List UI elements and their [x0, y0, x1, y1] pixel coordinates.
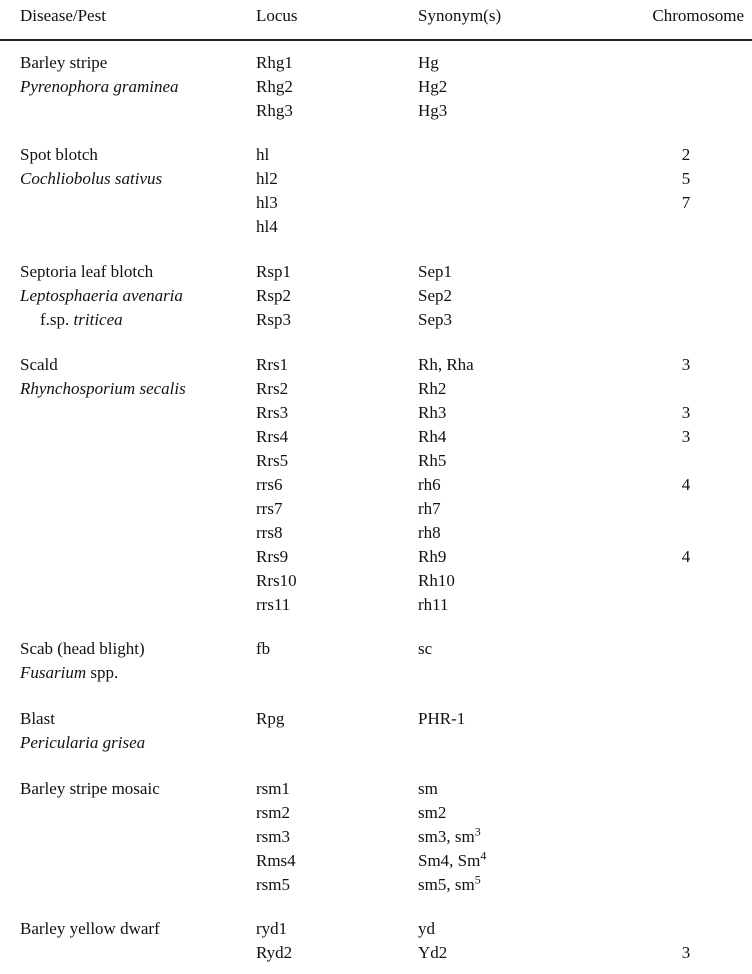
- chromosome-cell: 3: [681, 427, 691, 446]
- table-row: [0, 449, 752, 473]
- locus-cell: Rsp3: [256, 310, 291, 329]
- table-row: [0, 260, 752, 284]
- table-row: [0, 308, 752, 332]
- synonym-cell: sm2: [418, 803, 447, 822]
- disease-cell: Blast: [20, 709, 55, 728]
- synonym-cell: Rh4: [418, 427, 447, 446]
- locus-cell: Rhg1: [256, 53, 293, 72]
- locus-cell: Rhg3: [256, 101, 293, 120]
- table-row: [0, 569, 752, 593]
- table-row: [0, 707, 752, 731]
- chromosome-cell: 3: [681, 355, 691, 374]
- locus-cell: rrs7: [256, 499, 283, 518]
- synonym-cell: Rh, Rha: [418, 355, 474, 374]
- table-row: [0, 425, 752, 449]
- header-synonym: Synonym(s): [418, 6, 502, 25]
- locus-cell: rsm3: [256, 827, 290, 846]
- locus-cell: rrs6: [256, 475, 283, 494]
- synonym-cell: yd: [418, 919, 435, 938]
- synonym-superscript: 3: [474, 824, 481, 839]
- synonym-cell: sm5, $sm^5$: [418, 872, 481, 894]
- table-row: [0, 167, 752, 191]
- synonym-cell: Hg2: [418, 77, 448, 96]
- locus-cell: hl: [256, 145, 270, 164]
- table-row: [0, 941, 752, 965]
- table-header: [0, 6, 752, 34]
- synonym-cell: sm: [418, 779, 438, 798]
- synonym-superscript: 5: [474, 872, 481, 887]
- synonym-cell: sm3, $sm^3$: [418, 824, 481, 846]
- header-rule: [0, 39, 752, 41]
- locus-cell: rsm5: [256, 875, 290, 894]
- chromosome-cell: 7: [681, 193, 691, 212]
- synonym-cell: Rh2: [418, 379, 447, 398]
- synonym-cell: Sep3: [418, 310, 452, 329]
- synonym-cell: rh8: [418, 523, 441, 542]
- locus-cell: Rpg: [256, 709, 285, 728]
- synonym-cell: Rh10: [418, 571, 455, 590]
- disease-cell: Pyrenophora graminea: [20, 77, 179, 96]
- table-row: [0, 51, 752, 75]
- disease-cell: f.sp. triticea: [40, 310, 123, 329]
- table-group: [0, 260, 752, 332]
- table-row: [0, 801, 752, 825]
- table-group: [0, 143, 752, 239]
- synonym-cell: PHR-1: [418, 709, 466, 728]
- synonym-cell: Sep1: [418, 262, 452, 281]
- locus-cell: Rsp1: [256, 262, 291, 281]
- synonym-cell: sc: [418, 639, 433, 658]
- synonym-cell: rh11: [418, 595, 449, 614]
- table-row: [0, 497, 752, 521]
- synonym-superscript: 4: [480, 848, 487, 863]
- table-row: [0, 825, 752, 849]
- table-row: [0, 593, 752, 617]
- table-row: [0, 873, 752, 897]
- chromosome-cell: 3: [681, 403, 691, 422]
- chromosome-cell: 5: [681, 169, 691, 188]
- disease-cell: Barley yellow dwarf: [20, 919, 160, 938]
- disease-cell: Pericularia grisea: [20, 733, 146, 752]
- table-group: [0, 51, 752, 123]
- disease-cell: Rhynchosporium secalis: [20, 379, 186, 398]
- locus-cell: hl2: [256, 169, 278, 188]
- locus-cell: Rms4: [256, 851, 296, 870]
- table-group: [0, 707, 752, 755]
- synonym-cell: Rh3: [418, 403, 447, 422]
- disease-cell: Septoria leaf blotch: [20, 262, 154, 281]
- locus-cell: Rrs10: [256, 571, 297, 590]
- locus-cell: rsm2: [256, 803, 290, 822]
- disease-cell: Scald: [20, 355, 58, 374]
- disease-cell: Cochliobolus sativus: [20, 169, 163, 188]
- locus-cell: rrs11: [256, 595, 291, 614]
- header-chromosome: Chromosome: [652, 6, 744, 25]
- table-row: [0, 637, 752, 661]
- synonym-cell: Hg: [418, 53, 439, 72]
- table-group: [0, 777, 752, 897]
- synonym-cell: rh7: [418, 499, 441, 518]
- locus-cell: hl4: [256, 217, 278, 236]
- synonym-cell: Sep2: [418, 286, 452, 305]
- locus-cell: fb: [256, 639, 271, 658]
- table-group: [0, 917, 752, 965]
- locus-cell: rrs8: [256, 523, 283, 542]
- table-row: [0, 215, 752, 239]
- locus-cell: Rhg2: [256, 77, 293, 96]
- synonym-cell: Sm4, Sm$^4$: [418, 848, 487, 870]
- disease-cell: Barley stripe mosaic: [20, 779, 160, 798]
- header-locus: Locus: [256, 6, 298, 25]
- locus-cell: Ryd2: [256, 943, 293, 962]
- table-group: [0, 637, 752, 685]
- locus-cell: Rrs2: [256, 379, 289, 398]
- chromosome-cell: 3: [681, 943, 691, 962]
- locus-cell: ryd1: [256, 919, 288, 938]
- locus-cell: hl3: [256, 193, 278, 212]
- table-row: [0, 75, 752, 99]
- header-disease: Disease/Pest: [20, 6, 106, 25]
- table-row: [0, 917, 752, 941]
- table-group: [0, 353, 752, 617]
- table-row: [0, 191, 752, 215]
- table-row: [0, 661, 752, 685]
- table-row: [0, 731, 752, 755]
- table-row: [0, 353, 752, 377]
- table-row: [0, 99, 752, 123]
- table-row: [0, 401, 752, 425]
- disease-cell: Fusarium spp.: [20, 663, 119, 682]
- chromosome-cell: 4: [681, 475, 691, 494]
- table-row: [0, 777, 752, 801]
- synonym-cell: Hg3: [418, 101, 448, 120]
- table-row: [0, 284, 752, 308]
- locus-cell: Rrs5: [256, 451, 289, 470]
- locus-cell: Rrs4: [256, 427, 289, 446]
- locus-cell: Rrs9: [256, 547, 289, 566]
- disease-cell: Scab (head blight): [20, 639, 145, 658]
- table-row: [0, 473, 752, 497]
- disease-cell: Leptosphaeria avenaria: [20, 286, 183, 305]
- locus-cell: rsm1: [256, 779, 290, 798]
- synonym-cell: Rh5: [418, 451, 447, 470]
- synonym-cell: Rh9: [418, 547, 447, 566]
- synonym-cell: rh6: [418, 475, 441, 494]
- locus-cell: Rsp2: [256, 286, 291, 305]
- locus-cell: Rrs3: [256, 403, 289, 422]
- table-row: [0, 377, 752, 401]
- disease-cell: Barley stripe: [20, 53, 108, 72]
- table-row: [0, 521, 752, 545]
- table-row: [0, 849, 752, 873]
- disease-cell: Spot blotch: [20, 145, 98, 164]
- synonym-cell: Yd2: [418, 943, 448, 962]
- table-row: [0, 143, 752, 167]
- locus-cell: Rrs1: [256, 355, 289, 374]
- chromosome-cell: 4: [681, 547, 691, 566]
- chromosome-cell: 2: [681, 145, 691, 164]
- table-row: [0, 545, 752, 569]
